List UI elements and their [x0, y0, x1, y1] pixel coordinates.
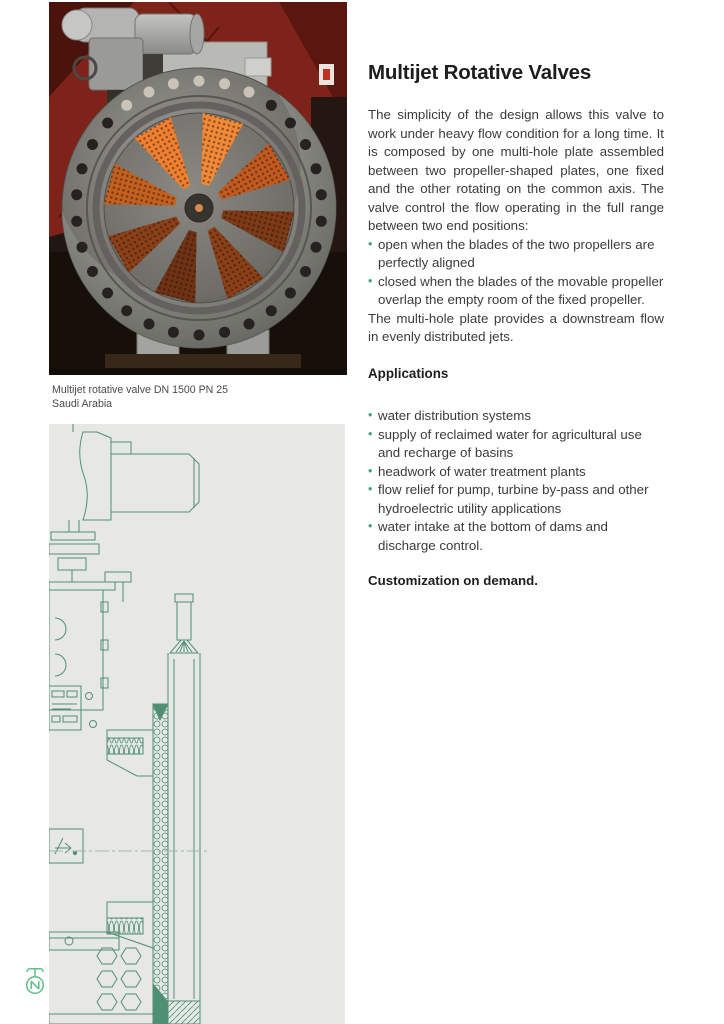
- valve-technical-drawing: [49, 424, 345, 1024]
- list-item: • open when the blades of the two propellers are perfectly aligned: [368, 236, 664, 273]
- list-item: • headwork of water treatment plants: [368, 463, 664, 482]
- list-item: • closed when the blades of the movable propeller overlap the empty room of the fixed propeller.: [368, 273, 664, 310]
- outro-paragraph: The multi-hole plate provides a downstream flow in evenly distributed jets.: [368, 310, 664, 344]
- applications-heading: Applications: [368, 365, 449, 381]
- article-content: [368, 60, 664, 591]
- list-item: • flow relief for pump, turbine by-pass and other hydroelectric utility applications: [368, 481, 664, 518]
- photo-caption-line1: Multijet rotative valve DN 1500 PN 25: [52, 384, 229, 396]
- fire-extinguisher-sign: [319, 64, 334, 85]
- valve-flange: [62, 68, 336, 348]
- valve-photo: [49, 2, 347, 375]
- intro-paragraph: The simplicity of the design allows this valve to work under heavy flow condition for a long time. It is composed by one multi-hole plate assembled between two propeller-shaped plates, one fixed and the other rotating on the common axis. The valve control the flow operating in the full range between two end positions:: [368, 107, 664, 233]
- customization-note: Customization on demand.: [368, 573, 538, 588]
- list-item: • supply of reclaimed water for agricultural use and recharge of basins: [368, 426, 664, 463]
- design-bullet-list: [368, 236, 664, 310]
- valve-logo-icon: [25, 966, 45, 997]
- list-item: • water intake at the bottom of dams and discharge control.: [368, 518, 664, 555]
- photo-caption-line2: Saudi Arabia: [52, 397, 113, 410]
- valve-photo-illustration: [49, 2, 347, 375]
- applications-list: [368, 407, 664, 555]
- page-title: Multijet Rotative Valves: [368, 61, 592, 84]
- list-item: • water distribution systems: [368, 407, 664, 426]
- photo-caption: [52, 384, 342, 412]
